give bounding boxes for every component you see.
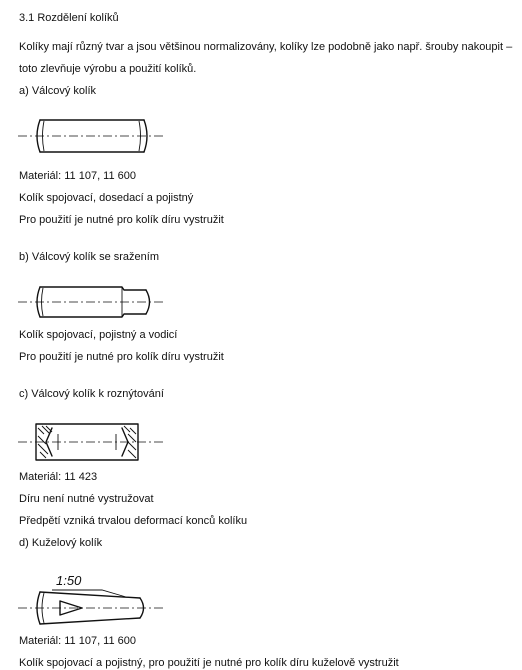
pin-c-material: Materiál: 11 423 — [19, 471, 98, 483]
pin-b-note: Pro použití je nutné pro kolík díru vystružit — [19, 351, 224, 363]
pin-c-preload-note: Předpětí vzniká trvalou deformací konců kolíku — [19, 515, 248, 527]
cylindrical-pin-drawing — [16, 114, 166, 158]
chamfered-cylindrical-pin-drawing — [16, 280, 166, 324]
pin-c-heading: c) Válcový kolík k roznýtování — [19, 388, 164, 400]
pin-d-material: Materiál: 11 107, 11 600 — [19, 635, 137, 647]
section-title: 3.1 Rozdělení kolíků — [19, 12, 119, 24]
pin-d-use: Kolík spojovací a pojistný, pro použití je nutné pro kolík díru kuželově vystružit — [19, 657, 399, 669]
pin-a-use: Kolík spojovací, dosedací a pojistný — [19, 192, 194, 204]
pin-b-use: Kolík spojovací, pojistný a vodicí — [19, 329, 178, 341]
pin-d-heading: d) Kuželový kolík — [19, 537, 103, 549]
taper-ratio-label: 1:50 — [56, 573, 82, 588]
intro-line-1: Kolíky mají různý tvar a jsou většinou normalizovány, kolíky lze podobně jako např. šrouby nakoupit – — [19, 41, 513, 53]
pin-b-heading: b) Válcový kolík se sražením — [19, 251, 159, 263]
pin-a-heading: a) Válcový kolík — [19, 85, 97, 97]
pin-a-note: Pro použití je nutné pro kolík díru vystružit — [19, 214, 224, 226]
intro-line-2: toto zlevňuje výrobu a použití kolíků. — [19, 63, 197, 75]
pin-c-hole-note: Díru není nutné vystružovat — [19, 493, 154, 505]
riveting-cylindrical-pin-drawing — [16, 418, 166, 466]
pin-a-material: Materiál: 11 107, 11 600 — [19, 170, 137, 182]
tapered-pin-drawing — [16, 570, 166, 632]
